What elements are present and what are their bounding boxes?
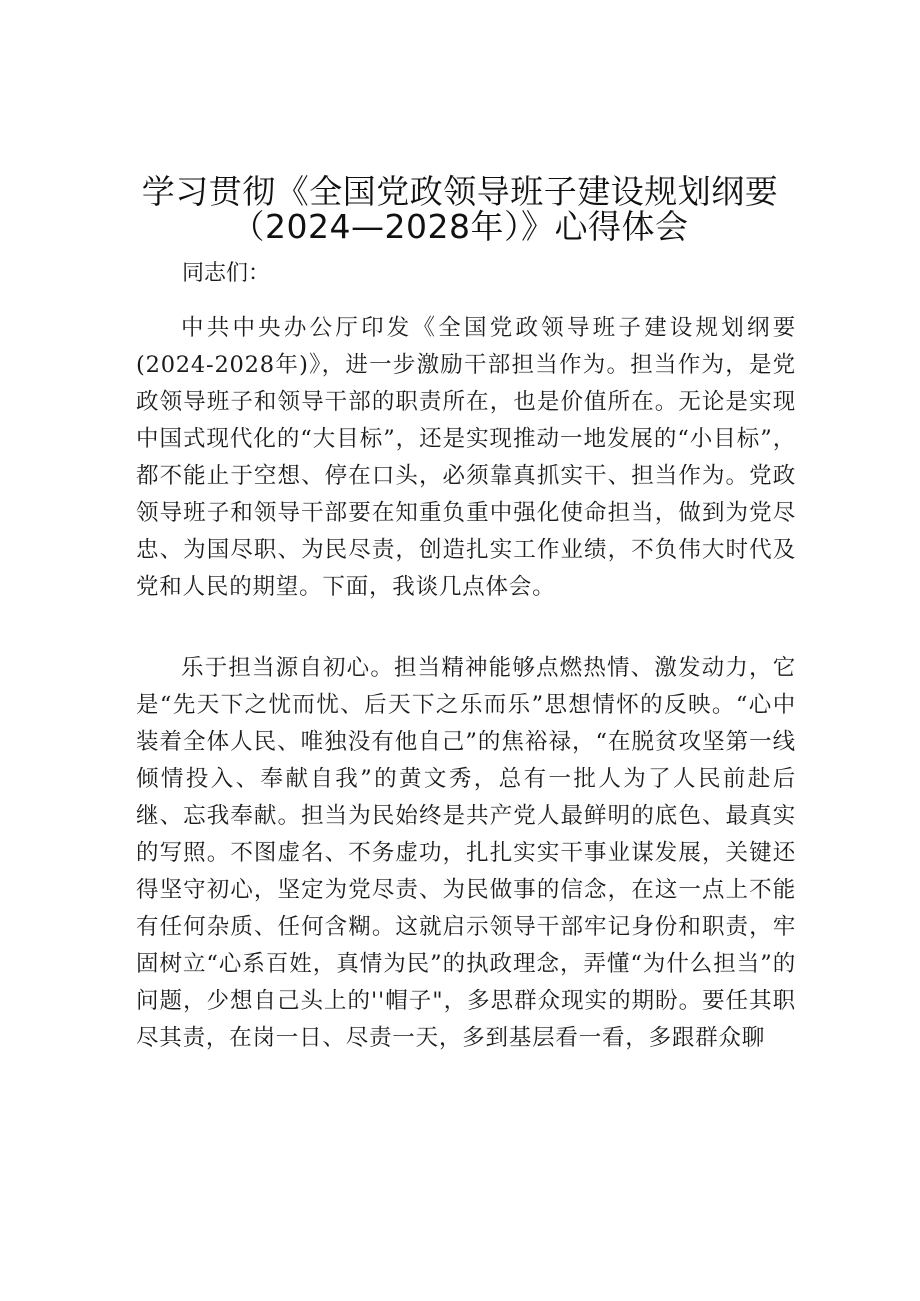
document-title-line-2: （2024—2028年）》心得体会 — [231, 207, 689, 246]
paragraph-intro: 中共中央办公厅印发《全国党政领导班子建设规划纲要(2024-2028年)》，进一步激励干部担当作为。担当作为，是党政领导班子和领导干部的职责所在，也是价值所在。无论是实现中国式现代化的“大目标”，还是实现推动一地发展的“小目标”，都不能止于空想、停在口头，必须靠真抓实干、担当作为。党政领导班子和领导干部要在知重负重中强化使命担当，做到为党尽忠、为国尽职、为民尽责，创造扎实工作业绩，不负伟大时代及党和人民的期望。下面，我谈几点体会。 — [136, 315, 796, 600]
document-title-line-1: 学习贯彻《全国党政领导班子建设规划纲要 — [141, 172, 779, 211]
paragraph-initial-aspiration: 乐于担当源自初心。担当精神能够点燃热情、激发动力，它是“先天下之忧而忧、后天下之乐而乐”思想情怀的反映。“心中装着全体人民、唯独没有他自己”的焦裕禄，“在脱贫攻坚第一线倾情投入、奉献自我”的黄文秀，总有一批人为了人民前赴后继、忘我奉献。担当为民始终是共产党人最鲜明的底色、最真实的写照。不图虚名、不务虚功，扎扎实实干事业谋发展，关键还得坚守初心，坚定为党尽责、为民做事的信念，在这一点上不能有任何杂质、任何含糊。这就启示领导干部牢记身份和职责，牢固树立“心系百姓，真情为民”的执政理念，弄懂“为什么担当”的问题，少想自己头上的''帽子"，多思群众现实的期盼。要任其职尽其责，在岗一日、尽责一天，多到基层看一看，多跟群众聊 — [136, 655, 796, 1051]
salutation: 同志们： — [182, 261, 271, 286]
